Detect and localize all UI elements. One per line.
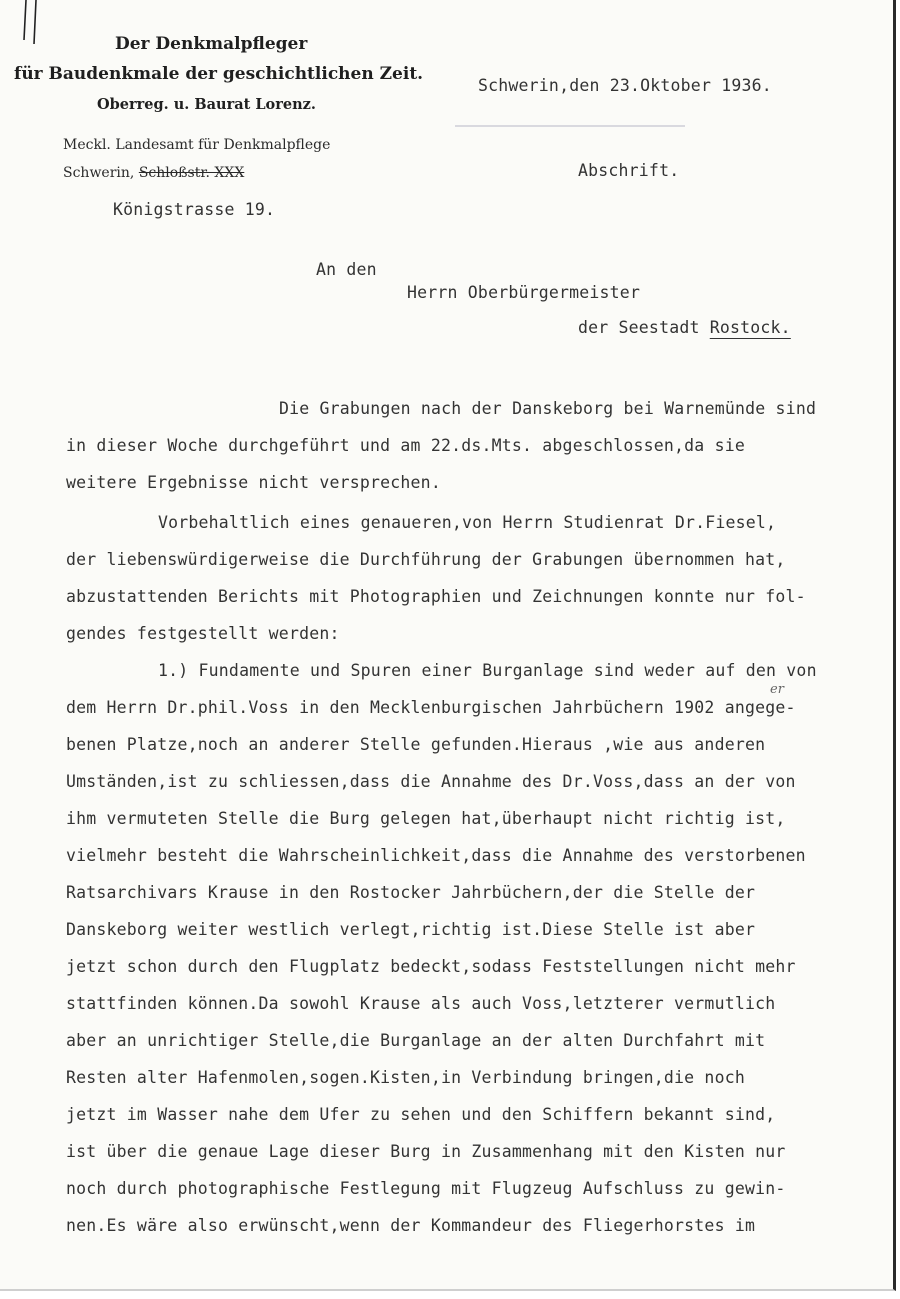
body-line: abzustattenden Berichts mit Photographien und Zeichnungen konnte nur fol- xyxy=(66,587,806,606)
letterhead-official: Oberreg. u. Baurat Lorenz. xyxy=(97,96,316,113)
body-line: Die Grabungen nach der Danskeborg bei Warnemünde sind xyxy=(279,399,817,418)
letterhead-street: Königstrasse 19. xyxy=(113,200,276,219)
place-date: Schwerin,den 23.Oktober 1936. xyxy=(478,76,772,95)
body-line: ist über die genaue Lage dieser Burg in Zusammenhang mit den Kisten nur xyxy=(66,1142,786,1161)
body-line: dem Herrn Dr.phil.Voss in den Mecklenburgischen Jahrbüchern 1902 angege- xyxy=(66,698,796,717)
body-line: in dieser Woche durchgeführt und am 22.ds.Mts. abgeschlossen,da sie xyxy=(66,436,745,455)
recipient-prefix: der Seestadt xyxy=(578,318,710,337)
body-line: aber an unrichtiger Stelle,die Burganlage an der alten Durchfahrt mit xyxy=(66,1031,766,1050)
recipient-line-2: Herrn Oberbürgermeister xyxy=(407,283,641,302)
body-line: nen.Es wäre also erwünscht,wenn der Kommandeur des Fliegerhorstes im xyxy=(66,1216,756,1235)
body-line: benen Platze,noch an anderer Stelle gefunden.Hieraus ,wie aus anderen xyxy=(66,735,766,754)
body-line: Vorbehaltlich eines genaueren,von Herrn Studienrat Dr.Fiesel, xyxy=(158,513,777,532)
body-line: weitere Ergebnisse nicht versprechen. xyxy=(66,473,441,492)
letterhead-subtitle: für Baudenkmale der geschichtlichen Zeit. xyxy=(14,64,424,84)
handwritten-corner-mark xyxy=(22,0,52,45)
body-line: der liebenswürdigerweise die Durchführung der Grabungen übernommen hat, xyxy=(66,550,786,569)
body-line: Umständen,ist zu schliessen,dass die Annahme des Dr.Voss,dass an der von xyxy=(66,772,796,791)
body-line: ihm vermuteten Stelle die Burg gelegen hat,überhaupt nicht richtig ist, xyxy=(66,809,786,828)
letterhead-office: Meckl. Landesamt für Denkmalpflege xyxy=(63,137,331,153)
body-line: stattfinden können.Da sowohl Krause als auch Voss,letzterer vermutlich xyxy=(66,994,776,1013)
faint-stamp-line xyxy=(455,125,685,127)
letterhead-title: Der Denkmalpfleger xyxy=(115,34,308,54)
body-line: Resten alter Hafenmolen,sogen.Kisten,in Verbindung bringen,die noch xyxy=(66,1068,745,1087)
recipient-line-1: An den xyxy=(316,260,377,279)
copy-label: Abschrift. xyxy=(578,161,680,180)
body-line: jetzt schon durch den Flugplatz bedeckt,sodass Feststellungen nicht mehr xyxy=(66,957,796,976)
body-line: Danskeborg weiter westlich verlegt,richtig ist.Diese Stelle ist aber xyxy=(66,920,756,939)
body-line: jetzt im Wasser nahe dem Ufer zu sehen und den Schiffern bekannt sind, xyxy=(66,1105,776,1124)
body-line: gendes festgestellt werden: xyxy=(66,624,340,643)
body-line: 1.) Fundamente und Spuren einer Burganlage sind weder auf den von xyxy=(158,661,817,680)
handwritten-annotation: er xyxy=(770,682,784,697)
letterhead-struck-address: Schloßstr. XXX xyxy=(138,165,245,181)
recipient-line-3 xyxy=(578,318,791,337)
body-line: Ratsarchivars Krause in den Rostocker Jahrbüchern,der die Stelle der xyxy=(66,883,756,902)
recipient-city: Rostock. xyxy=(709,318,791,337)
body-line: noch durch photographische Festlegung mit Flugzeug Aufschluss zu gewin- xyxy=(66,1179,786,1198)
body-line: vielmehr besteht die Wahrscheinlichkeit,dass die Annahme des verstorbenen xyxy=(66,846,806,865)
letterhead-city: Schwerin, xyxy=(63,165,135,181)
letterhead-address xyxy=(63,165,244,181)
